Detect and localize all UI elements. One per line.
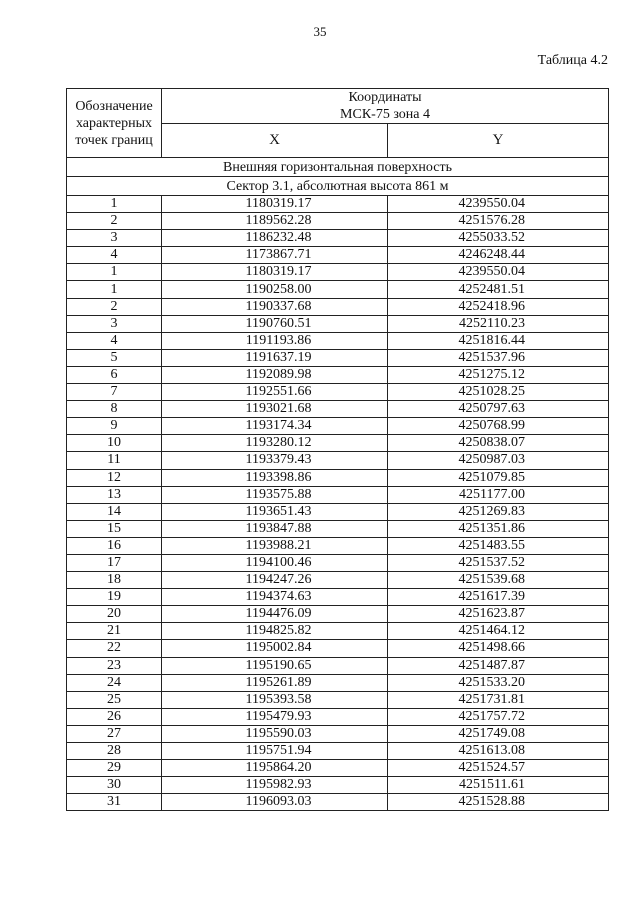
table-row xyxy=(67,213,609,230)
table-row xyxy=(67,196,609,213)
y-coordinate-cell: 4251528.88 xyxy=(388,794,609,811)
point-number-cell: 30 xyxy=(67,777,162,794)
x-header: X xyxy=(162,124,388,158)
point-number-cell: 1 xyxy=(67,281,162,298)
y-coordinate-cell: 4255033.52 xyxy=(388,230,609,247)
point-number-cell: 5 xyxy=(67,349,162,366)
point-number-cell: 3 xyxy=(67,315,162,332)
point-number-cell: 20 xyxy=(67,606,162,623)
table-row xyxy=(67,760,609,777)
table-row xyxy=(67,298,609,315)
x-coordinate-cell: 1190258.00 xyxy=(162,281,388,298)
table-row xyxy=(67,589,609,606)
y-coordinate-cell: 4251537.96 xyxy=(388,349,609,366)
point-number-cell: 15 xyxy=(67,520,162,537)
table-row xyxy=(67,349,609,366)
table-row xyxy=(67,366,609,383)
y-coordinate-cell: 4251177.00 xyxy=(388,486,609,503)
y-coordinate-cell: 4251351.86 xyxy=(388,520,609,537)
x-coordinate-cell: 1194476.09 xyxy=(162,606,388,623)
point-number-cell: 2 xyxy=(67,213,162,230)
table-row xyxy=(67,623,609,640)
table-row xyxy=(67,520,609,537)
y-coordinate-cell: 4251511.61 xyxy=(388,777,609,794)
y-coordinate-cell: 4246248.44 xyxy=(388,247,609,264)
point-number-cell: 26 xyxy=(67,708,162,725)
y-coordinate-cell: 4251079.85 xyxy=(388,469,609,486)
y-coordinate-cell: 4251487.87 xyxy=(388,657,609,674)
x-coordinate-cell: 1189562.28 xyxy=(162,213,388,230)
y-coordinate-cell: 4251464.12 xyxy=(388,623,609,640)
x-coordinate-cell: 1193651.43 xyxy=(162,503,388,520)
point-number-cell: 24 xyxy=(67,674,162,691)
y-coordinate-cell: 4251539.68 xyxy=(388,572,609,589)
table-row xyxy=(67,554,609,571)
y-header: Y xyxy=(388,124,609,158)
x-coordinate-cell: 1193379.43 xyxy=(162,452,388,469)
point-number-cell: 27 xyxy=(67,725,162,742)
x-coordinate-cell: 1195982.93 xyxy=(162,777,388,794)
point-number-cell: 31 xyxy=(67,794,162,811)
point-number-cell: 12 xyxy=(67,469,162,486)
table-body xyxy=(67,196,609,811)
table-row xyxy=(67,418,609,435)
x-coordinate-cell: 1186232.48 xyxy=(162,230,388,247)
table-row xyxy=(67,281,609,298)
table-row xyxy=(67,247,609,264)
table-row xyxy=(67,691,609,708)
table-row xyxy=(67,725,609,742)
point-number-cell: 18 xyxy=(67,572,162,589)
x-coordinate-cell: 1194247.26 xyxy=(162,572,388,589)
x-coordinate-cell: 1195002.84 xyxy=(162,640,388,657)
table-row xyxy=(67,708,609,725)
y-coordinate-cell: 4251749.08 xyxy=(388,725,609,742)
y-coordinate-cell: 4251576.28 xyxy=(388,213,609,230)
y-coordinate-cell: 4251524.57 xyxy=(388,760,609,777)
table-row xyxy=(67,640,609,657)
coordinates-title: Координаты xyxy=(348,90,422,105)
section-title: Внешняя горизонтальная поверхность xyxy=(67,158,609,177)
table-row xyxy=(67,606,609,623)
point-number-cell: 19 xyxy=(67,589,162,606)
y-coordinate-cell: 4251498.66 xyxy=(388,640,609,657)
point-number-cell: 14 xyxy=(67,503,162,520)
table-row xyxy=(67,315,609,332)
y-coordinate-cell: 4251483.55 xyxy=(388,537,609,554)
table-row xyxy=(67,743,609,760)
x-coordinate-cell: 1191193.86 xyxy=(162,332,388,349)
table-row xyxy=(67,264,609,281)
table-row xyxy=(67,486,609,503)
x-coordinate-cell: 1190760.51 xyxy=(162,315,388,332)
table-row xyxy=(67,794,609,811)
table-row xyxy=(67,332,609,349)
sector-title: Сектор 3.1, абсолютная высота 861 м xyxy=(67,177,609,196)
y-coordinate-cell: 4239550.04 xyxy=(388,264,609,281)
point-number-cell: 10 xyxy=(67,435,162,452)
point-number-cell: 4 xyxy=(67,247,162,264)
point-number-cell: 13 xyxy=(67,486,162,503)
x-coordinate-cell: 1193988.21 xyxy=(162,537,388,554)
point-number-cell: 3 xyxy=(67,230,162,247)
point-number-cell: 1 xyxy=(67,196,162,213)
x-coordinate-cell: 1195751.94 xyxy=(162,743,388,760)
table-row xyxy=(67,435,609,452)
point-number-cell: 17 xyxy=(67,554,162,571)
x-coordinate-cell: 1193575.88 xyxy=(162,486,388,503)
x-coordinate-cell: 1194100.46 xyxy=(162,554,388,571)
table-row xyxy=(67,537,609,554)
x-coordinate-cell: 1195261.89 xyxy=(162,674,388,691)
point-number-cell: 6 xyxy=(67,366,162,383)
point-number-cell: 28 xyxy=(67,743,162,760)
point-number-cell: 11 xyxy=(67,452,162,469)
y-coordinate-cell: 4251816.44 xyxy=(388,332,609,349)
x-coordinate-cell: 1180319.17 xyxy=(162,264,388,281)
y-coordinate-cell: 4251028.25 xyxy=(388,384,609,401)
x-coordinate-cell: 1195590.03 xyxy=(162,725,388,742)
x-coordinate-cell: 1195190.65 xyxy=(162,657,388,674)
point-number-cell: 7 xyxy=(67,384,162,401)
point-number-cell: 25 xyxy=(67,691,162,708)
x-coordinate-cell: 1180319.17 xyxy=(162,196,388,213)
x-coordinate-cell: 1173867.71 xyxy=(162,247,388,264)
table-caption: Таблица 4.2 xyxy=(537,53,608,68)
table-row xyxy=(67,230,609,247)
table-row xyxy=(67,572,609,589)
point-number-cell: 8 xyxy=(67,401,162,418)
x-coordinate-cell: 1193280.12 xyxy=(162,435,388,452)
x-coordinate-cell: 1193174.34 xyxy=(162,418,388,435)
page-number: 35 xyxy=(313,24,327,39)
point-number-cell: 4 xyxy=(67,332,162,349)
table-row xyxy=(67,469,609,486)
table-row xyxy=(67,777,609,794)
point-number-cell: 23 xyxy=(67,657,162,674)
y-coordinate-cell: 4251269.83 xyxy=(388,503,609,520)
y-coordinate-cell: 4251731.81 xyxy=(388,691,609,708)
x-coordinate-cell: 1194825.82 xyxy=(162,623,388,640)
x-coordinate-cell: 1193847.88 xyxy=(162,520,388,537)
point-number-cell: 29 xyxy=(67,760,162,777)
table-row xyxy=(67,657,609,674)
x-coordinate-cell: 1192551.66 xyxy=(162,384,388,401)
y-coordinate-cell: 4252418.96 xyxy=(388,298,609,315)
table-row xyxy=(67,401,609,418)
coord-system-label: МСК-75 зона 4 xyxy=(340,107,430,122)
y-coordinate-cell: 4251613.08 xyxy=(388,743,609,760)
y-coordinate-cell: 4251757.72 xyxy=(388,708,609,725)
x-coordinate-cell: 1195393.58 xyxy=(162,691,388,708)
x-coordinate-cell: 1196093.03 xyxy=(162,794,388,811)
x-coordinate-cell: 1195479.93 xyxy=(162,708,388,725)
x-coordinate-cell: 1191637.19 xyxy=(162,349,388,366)
x-coordinate-cell: 1192089.98 xyxy=(162,366,388,383)
point-label-header: Обозначение характерных точек границ xyxy=(67,89,162,158)
y-coordinate-cell: 4250797.63 xyxy=(388,401,609,418)
coordinates-table xyxy=(66,88,609,811)
point-number-cell: 21 xyxy=(67,623,162,640)
y-coordinate-cell: 4250838.07 xyxy=(388,435,609,452)
y-coordinate-cell: 4250987.03 xyxy=(388,452,609,469)
y-coordinate-cell: 4252110.23 xyxy=(388,315,609,332)
table-row xyxy=(67,452,609,469)
x-coordinate-cell: 1193398.86 xyxy=(162,469,388,486)
y-coordinate-cell: 4239550.04 xyxy=(388,196,609,213)
point-number-cell: 22 xyxy=(67,640,162,657)
y-coordinate-cell: 4251537.52 xyxy=(388,554,609,571)
x-coordinate-cell: 1195864.20 xyxy=(162,760,388,777)
point-number-cell: 9 xyxy=(67,418,162,435)
coordinates-header xyxy=(162,89,609,124)
x-coordinate-cell: 1190337.68 xyxy=(162,298,388,315)
point-number-cell: 2 xyxy=(67,298,162,315)
table-row xyxy=(67,503,609,520)
x-coordinate-cell: 1194374.63 xyxy=(162,589,388,606)
y-coordinate-cell: 4251617.39 xyxy=(388,589,609,606)
y-coordinate-cell: 4251533.20 xyxy=(388,674,609,691)
point-number-cell: 1 xyxy=(67,264,162,281)
point-number-cell: 16 xyxy=(67,537,162,554)
y-coordinate-cell: 4251275.12 xyxy=(388,366,609,383)
x-coordinate-cell: 1193021.68 xyxy=(162,401,388,418)
y-coordinate-cell: 4251623.87 xyxy=(388,606,609,623)
y-coordinate-cell: 4252481.51 xyxy=(388,281,609,298)
table-row xyxy=(67,384,609,401)
y-coordinate-cell: 4250768.99 xyxy=(388,418,609,435)
table-row xyxy=(67,674,609,691)
